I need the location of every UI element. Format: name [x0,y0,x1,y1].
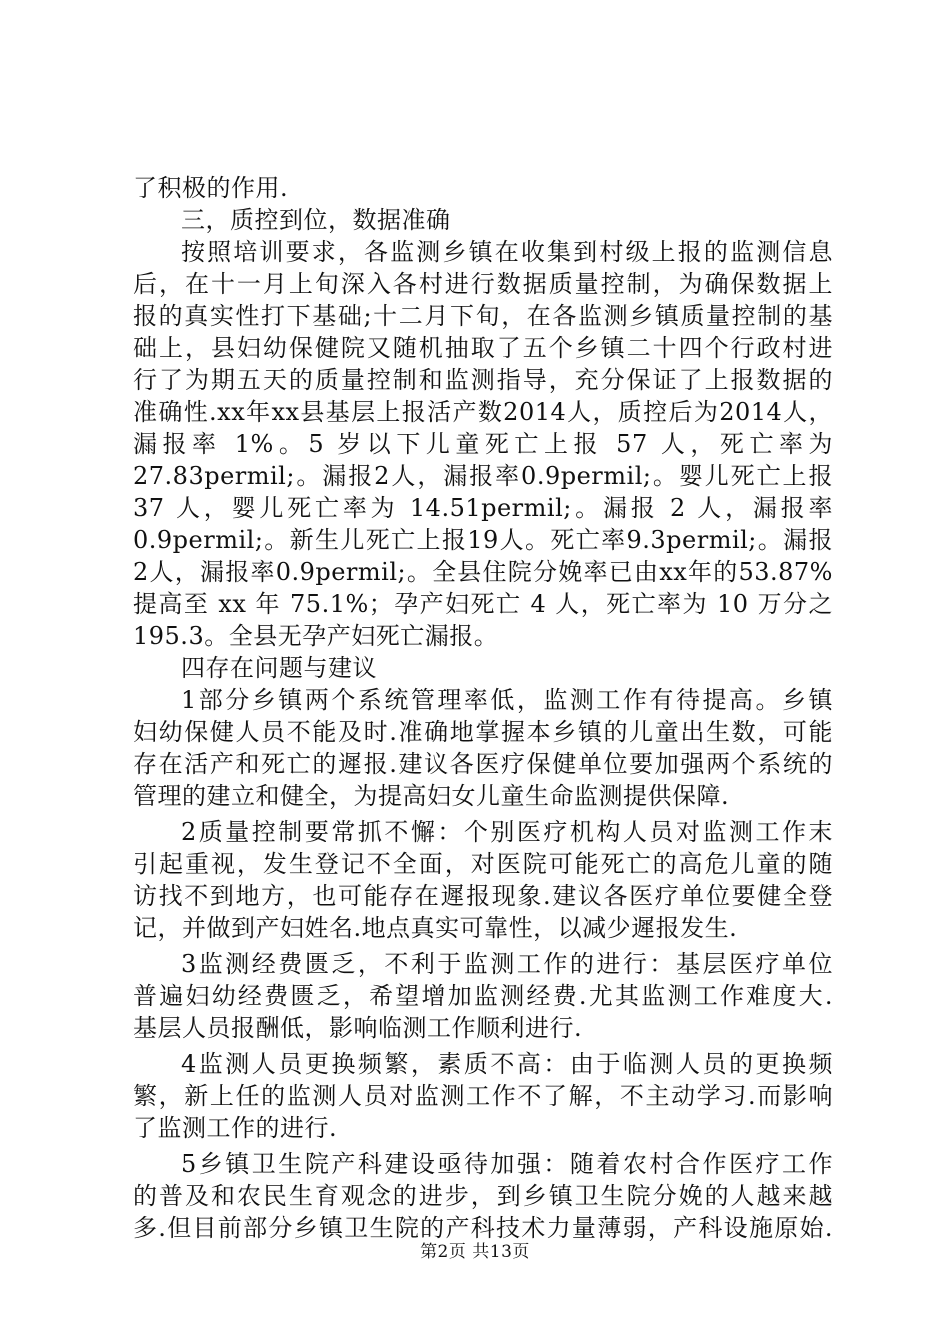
text-line: 访找不到地方，也可能存在遲报现象.建议各医疗单位要健全登 [133,882,833,910]
text-line: 础上，县妇幼保健院又随机抽取了五个乡镇二十四个行政村进 [133,334,833,362]
text-line: 多.但目前部分乡镇卫生院的产科技术力量薄弱，产科设施原始. [133,1214,833,1242]
text-line: 存在活产和死亡的遲报.建议各医疗保健单位要加强两个系统的 [133,750,833,778]
text-line: 四存在问题与建议 [181,654,377,682]
text-line: 的普及和农民生育观念的进步，到乡镇卫生院分娩的人越来越 [133,1182,833,1210]
text-line: 37 人，婴儿死亡率为 14.51permil;。漏报 2 人，漏报率 [133,494,833,522]
text-line: 195.3。全县无孕产妇死亡漏报。 [133,622,499,650]
text-line: 三，质控到位，数据准确 [181,206,451,234]
document-body [133,172,833,1244]
text-line: 5乡镇卫生院产科建设亟待加强：随着农村合作医疗工作 [181,1150,833,1178]
text-line: 行了为期五天的质量控制和监测指导，充分保证了上报数据的 [133,366,833,394]
text-line: 普遍妇幼经费匮乏，希望增加监测经费.尤其监测工作难度大. [133,982,833,1010]
text-line: 提高至 xx 年 75.1%；孕产妇死亡 4 人，死亡率为 10 万分之 [133,590,833,618]
text-line: 后，在十一月上旬深入各村进行数据质量控制，为确保数据上 [133,270,833,298]
text-line: 2质量控制要常抓不懈：个别医疗机构人员对监测工作末 [181,818,833,846]
text-line: 繁，新上任的监测人员对监测工作不了解，不主动学习.而影响 [133,1082,833,1110]
text-line: 按照培训要求，各监测乡镇在收集到村级上报的监测信息 [181,238,833,266]
text-line: 基层人员报酬低，影响临测工作顺利进行. [133,1014,583,1042]
text-line: 3监测经费匮乏，不利于监测工作的进行：基层医疗单位 [181,950,833,978]
text-line: 了监测工作的进行. [133,1114,338,1142]
text-line: 2人，漏报率0.9permil;。全县住院分娩率已由xx年的53.87% [133,558,833,586]
text-line: 妇幼保健人员不能及时.准确地掌握本乡镇的儿童出生数，可能 [133,718,833,746]
text-line: 漏报率 1%。5 岁以下儿童死亡上报 57 人，死亡率为 [133,430,833,458]
text-line: 记，并做到产妇姓名.地点真实可靠性，以减少遲报发生. [133,914,738,942]
text-line: 报的真实性打下基础;十二月下旬，在各监测乡镇质量控制的基 [133,302,833,330]
text-line: 准确性.xx年xx县基层上报活产数2014人，质控后为2014人， [133,398,833,426]
text-line: 引起重视，发生登记不全面，对医院可能死亡的高危儿童的随 [133,850,833,878]
page-footer: 第2页 共13页 [420,1242,530,1262]
text-line: 管理的建立和健全，为提高妇女儿童生命监测提供保障. [133,782,730,810]
text-line: 27.83permil;。漏报2人，漏报率0.9permil;。婴儿死亡上报 [133,462,833,490]
text-line: 0.9permil;。新生儿死亡上报19人。死亡率9.3permil;。漏报 [133,526,833,554]
text-line: 4监测人员更换频繁，素质不高：由于临测人员的更换频 [181,1050,833,1078]
text-line: 1部分乡镇两个系统管理率低，监测工作有待提高。乡镇 [181,686,833,714]
text-line: 了积极的作用. [133,174,289,202]
